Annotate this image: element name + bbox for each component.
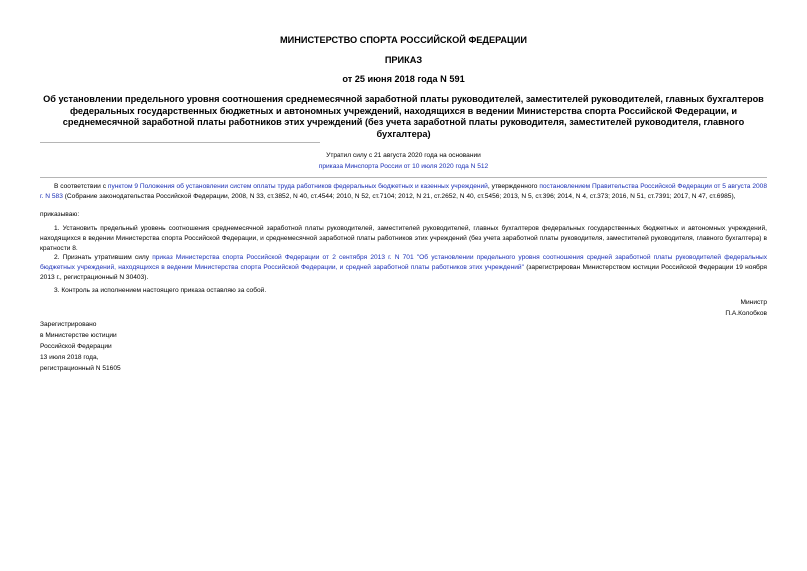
regulation-point-9-link[interactable]: пунктом 9 Положения об установлении систем оплаты труда работников федеральных бюджетных и казенных учреждений: [107, 183, 488, 190]
repeal-order-link[interactable]: приказа Минспорта России от 10 июля 2020 года N 512: [318, 163, 489, 170]
government-decree-583-link[interactable]: постановлением Правительства Российской Федерации от 5 августа 2008 г. N 583: [40, 183, 767, 200]
order-word: приказываю:: [40, 211, 80, 218]
repeal-status-text: Утратил силу с 21 августа 2020 года на основании: [326, 152, 481, 159]
clause-3-text: 3. Контроль за исполнением настоящего приказа оставляю за собой.: [54, 287, 267, 294]
registration-line-3: Российской Федерации: [40, 343, 112, 350]
registration-line-2: в Министерстве юстиции: [40, 332, 117, 339]
divider-short: [40, 142, 320, 143]
signer-name: П.А.Колобков: [725, 310, 767, 317]
preamble-text-a: В соответствии с: [54, 183, 108, 190]
clause-2: [40, 253, 767, 283]
document-date: от 25 июня 2018 года N 591: [342, 74, 465, 84]
registration-line-4: 13 июля 2018 года,: [40, 354, 99, 361]
clause-1-text: 1. Установить предельный уровень соотношения среднемесячной заработной платы руководителей, заместителей руководителей, главных бухгалтеров федеральных государственных бюджетных и автономных учреждений, находящихся в ведении Министерства спорта Российской Федерации, и среднемесячной заработной платы работников этих учреждений (без учета заработной платы руководителя, заместителей руководителя, главного бухгалтера) в кратности 8.: [40, 225, 767, 252]
order-701-link[interactable]: приказ Министерства спорта Российской Федерации от 2 сентября 2013 г. N 701 "Об установлении предельного уровня соотношения средней заработной платы руководителей федеральных бюджетных учреждений, находящихся в ведении Министерства спорта Российской Федерации, и средней заработной платы работников этих учреждений": [40, 254, 767, 271]
clause-1: [40, 224, 767, 254]
registration-block: [40, 319, 240, 374]
signer-position: Министр: [740, 299, 767, 306]
registration-line-5: регистрационный N 51605: [40, 365, 121, 372]
preamble-paragraph: [40, 182, 767, 202]
signature-block: [560, 297, 767, 319]
ministry-name: МИНИСТЕРСТВО СПОРТА РОССИЙСКОЙ ФЕДЕРАЦИИ: [280, 35, 527, 45]
repeal-status: [0, 150, 807, 172]
document-type: ПРИКАЗ: [384, 55, 423, 65]
clause-2-text-a: 2. Признать утратившим силу: [54, 254, 153, 261]
divider-long: [40, 177, 767, 178]
preamble-text-b: , утвержденного: [487, 183, 540, 190]
registration-line-1: Зарегистрировано: [40, 321, 97, 328]
clause-2-text-b: (зарегистрирован Министерством юстиции Российской Федерации 19 ноября 2013 г., регистрационный N 30403).: [40, 264, 767, 281]
clause-3: [40, 286, 767, 296]
preamble-text-c: (Собрание законодательства Российской Федерации, 2008, N 33, ст.3852, N 40, ст.4544; 2010, N 52, ст.7104; 2012, N 21, ст.2652, N 40, ст.5456; 2013, N 5, ст.396; 2014, N 4, ст.373; 2016, N 51, ст.7391; 2017, N 47, ст.6985),: [62, 193, 736, 200]
document-title: Об установлении предельного уровня соотношения среднемесячной заработной платы руководителей, заместителей руководителей, главных бухгалтеров федеральных государственных бюджетных и автономных учреждений, находящихся в ведении Министерства спорта Российской Федерации, и среднемесячной заработной платы работников этих учреждений (без учета заработной платы руководителя, заместителей руководителя, главного бухгалтера): [43, 94, 764, 139]
